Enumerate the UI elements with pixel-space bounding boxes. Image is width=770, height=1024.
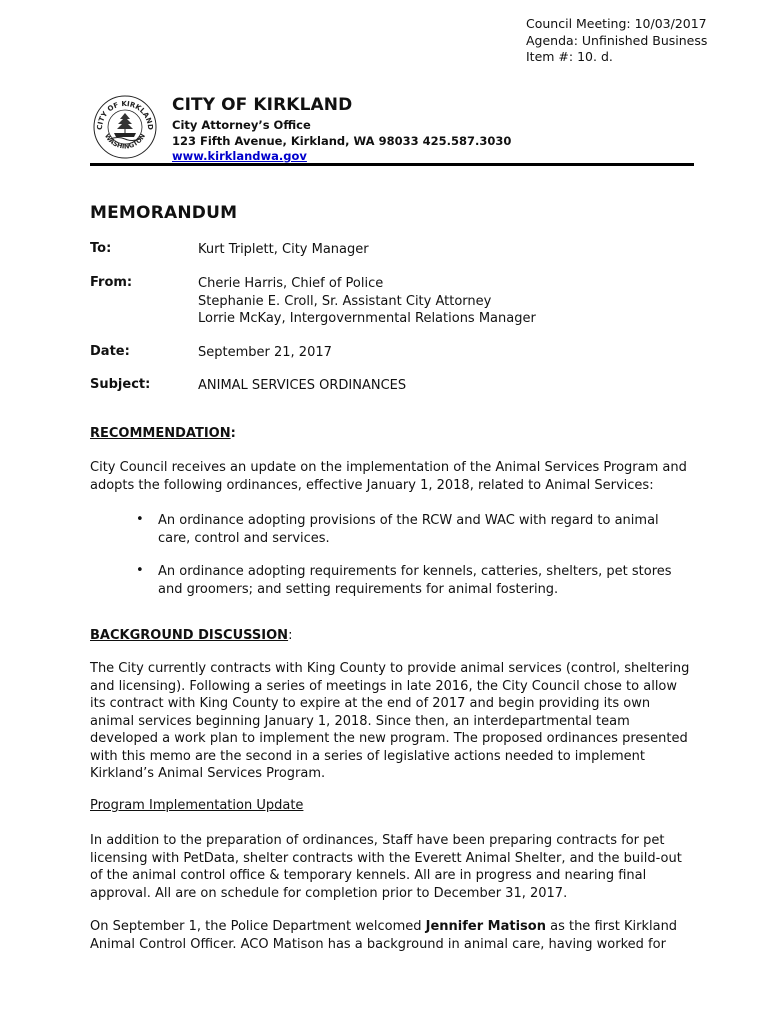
bullet-marker: •	[136, 563, 144, 578]
recommendation-bullet: An ordinance adopting requirements for kennels, catteries, shelters, pet stores and groomers; and setting requirements for animal fostering.	[158, 564, 672, 597]
memo-title: MEMORANDUM	[90, 203, 238, 223]
website-link[interactable]: www.kirklandwa.gov	[172, 149, 307, 163]
subject-label: Subject:	[90, 377, 151, 392]
meeting-date: Council Meeting: 10/03/2017	[526, 16, 707, 31]
office-address: 123 Fifth Avenue, Kirkland, WA 98033 425.587.3030	[172, 133, 512, 148]
implementation-subheading: Program Implementation Update	[90, 798, 304, 813]
officer-name: Jennifer Matison	[425, 919, 546, 934]
bullet-marker: •	[136, 512, 144, 527]
subject-value: ANIMAL SERVICES ORDINANCES	[198, 378, 407, 393]
aco-paragraph: On September 1, the Police Department welcomed Jennifer Matison as the first Kirkland Animal Control Officer. ACO Matison has a background in animal care, having worked for	[90, 919, 678, 952]
office-block	[172, 118, 511, 165]
recommendation-intro: City Council receives an update on the implementation of the Animal Services Program and adopts the following ordinances, effective January 1, 2018, related to Animal Services:	[90, 460, 687, 493]
city-name: CITY OF KIRKLAND	[172, 95, 353, 115]
date-label: Date:	[90, 344, 130, 359]
implementation-paragraph: In addition to the preparation of ordinances, Staff have been preparing contracts for pet licensing with PetData, shelter contracts with the Everett Animal Shelter, and the build-out of the animal control office & temporary kennels. All are in progress and nearing final approval. All are on schedule for completion prior to December 31, 2017.	[90, 833, 682, 901]
agenda-label: Agenda: Unfinished Business	[526, 32, 708, 48]
date-value: September 21, 2017	[198, 345, 332, 360]
recommendation-heading: RECOMMENDATION:	[90, 426, 236, 441]
meeting-meta	[526, 16, 707, 66]
from-value	[198, 275, 536, 328]
item-number: Item #: 10. d.	[526, 49, 613, 64]
from-line: Lorrie McKay, Intergovernmental Relations Manager	[198, 311, 536, 326]
svg-text:WASHINGTON: WASHINGTON	[102, 132, 148, 151]
background-heading: BACKGROUND DISCUSSION:	[90, 628, 293, 643]
office-name: City Attorney’s Office	[172, 118, 311, 132]
from-line: Stephanie E. Croll, Sr. Assistant City Attorney	[198, 293, 492, 309]
from-line: Cherie Harris, Chief of Police	[198, 276, 384, 291]
background-paragraph: The City currently contracts with King County to provide animal services (control, sheltering and licensing). Following a series of meetings in late 2016, the City Council chose to allow its contract with King County to expire at the end of 2017 and begin providing its own animal services beginning January 1, 2018. Since then, an interdepartmental team developed a work plan to implement the new program. The proposed ordinances presented with this memo are the second in a series of legislative actions needed to implement Kirkland’s Animal Services Program.	[90, 661, 690, 781]
to-value: Kurt Triplett, City Manager	[198, 242, 369, 257]
to-label: To:	[90, 241, 112, 256]
letterhead-divider	[90, 163, 694, 166]
recommendation-bullet: An ordinance adopting provisions of the RCW and WAC with regard to animal care, control and services.	[158, 513, 659, 546]
city-seal-logo	[92, 93, 158, 159]
svg-text:CITY OF KIRKLAND: CITY OF KIRKLAND	[95, 99, 155, 131]
from-label: From:	[90, 275, 133, 290]
